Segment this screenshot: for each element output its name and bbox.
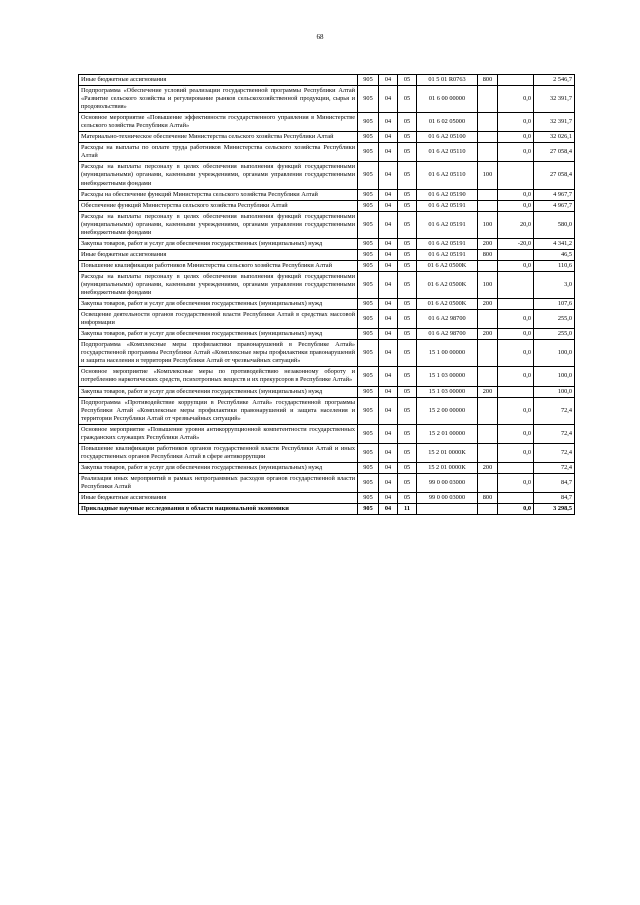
expense-type-code — [478, 504, 498, 515]
expense-type-code: 800 — [478, 75, 498, 86]
row-name: Основное мероприятие «Комплексные меры по противодействию незаконному обороту и потреблению наркотических средств, психотропных веществ и их прекурсоров в Республике Алтай» — [79, 367, 358, 386]
target-article-code: 01 6 A2 05191 — [417, 249, 478, 260]
target-article-code: 01 5 01 R0763 — [417, 75, 478, 86]
row-name: Иные бюджетные ассигнования — [79, 75, 358, 86]
expense-type-code: 100 — [478, 271, 498, 298]
expense-type-code — [478, 113, 498, 132]
target-article-code: 15 2 00 00000 — [417, 397, 478, 424]
target-article-code: 15 2 01 0000K — [417, 462, 478, 473]
row-name: Подпрограмма «Обеспечение условий реализации государственной программы Республики Алтай «Развитие сельского хозяйства и регулирование рынков сельскохозяйственной продукции, сырья и продовольствия» — [79, 86, 358, 113]
change-amount: -20,0 — [498, 238, 534, 249]
ministry-code: 905 — [358, 493, 379, 504]
change-amount — [498, 271, 534, 298]
target-article-code: 01 6 A2 05100 — [417, 132, 478, 143]
subsection-code: 05 — [398, 329, 417, 340]
total-amount: 4 967,7 — [534, 200, 575, 211]
total-amount: 84,7 — [534, 473, 575, 492]
section-code: 04 — [379, 238, 398, 249]
target-article-code: 01 6 A2 05110 — [417, 143, 478, 162]
table-row — [79, 75, 575, 86]
section-code: 04 — [379, 189, 398, 200]
subsection-code: 05 — [398, 200, 417, 211]
section-code: 04 — [379, 443, 398, 462]
expense-type-code: 100 — [478, 162, 498, 189]
expense-type-code — [478, 443, 498, 462]
change-amount: 0,0 — [498, 443, 534, 462]
change-amount: 0,0 — [498, 132, 534, 143]
row-name: Материально-техническое обеспечение Министерства сельского хозяйства Республики Алтай — [79, 132, 358, 143]
change-amount — [498, 75, 534, 86]
section-code: 04 — [379, 86, 398, 113]
ministry-code: 905 — [358, 271, 379, 298]
table-row — [79, 299, 575, 310]
subsection-code: 05 — [398, 424, 417, 443]
section-code: 04 — [379, 367, 398, 386]
row-name: Основное мероприятие «Повышение эффективности государственного управления в Министерстве сельского хозяйства Республики Алтай» — [79, 113, 358, 132]
ministry-code: 905 — [358, 397, 379, 424]
row-name: Расходы на выплаты по оплате труда работников Министерства сельского хозяйства Республики Алтай — [79, 143, 358, 162]
table-row — [79, 329, 575, 340]
total-amount: 72,4 — [534, 424, 575, 443]
change-amount: 0,0 — [498, 504, 534, 515]
total-amount: 27 058,4 — [534, 162, 575, 189]
subsection-code: 05 — [398, 340, 417, 367]
table-row — [79, 249, 575, 260]
change-amount: 0,0 — [498, 143, 534, 162]
page-number: 68 — [316, 33, 324, 41]
change-amount: 0,0 — [498, 424, 534, 443]
change-amount: 0,0 — [498, 86, 534, 113]
change-amount: 0,0 — [498, 340, 534, 367]
table-row — [79, 424, 575, 443]
row-name: Расходы на обеспечение функций Министерства сельского хозяйства Республики Алтай — [79, 189, 358, 200]
ministry-code: 905 — [358, 75, 379, 86]
expense-type-code: 200 — [478, 462, 498, 473]
target-article-code — [417, 504, 478, 515]
change-amount: 20,0 — [498, 211, 534, 238]
target-article-code: 01 6 A2 05191 — [417, 238, 478, 249]
target-article-code: 15 1 03 00000 — [417, 386, 478, 397]
row-name: Закупка товаров, работ и услуг для обеспечения государственных (муниципальных) нужд — [79, 386, 358, 397]
target-article-code: 01 6 A2 05191 — [417, 200, 478, 211]
section-code: 04 — [379, 143, 398, 162]
total-amount: 3,0 — [534, 271, 575, 298]
total-amount: 107,6 — [534, 299, 575, 310]
subsection-code: 05 — [398, 249, 417, 260]
change-amount: 0,0 — [498, 367, 534, 386]
total-amount: 72,4 — [534, 462, 575, 473]
total-amount: 32 391,7 — [534, 113, 575, 132]
subsection-code: 05 — [398, 113, 417, 132]
ministry-code: 905 — [358, 238, 379, 249]
subsection-code: 05 — [398, 189, 417, 200]
table-row — [79, 86, 575, 113]
expense-type-code — [478, 132, 498, 143]
subsection-code: 05 — [398, 162, 417, 189]
change-amount: 0,0 — [498, 397, 534, 424]
table-row — [79, 238, 575, 249]
budget-table — [78, 74, 575, 515]
row-name: Подпрограмма «Противодействие коррупции в Республике Алтай» государственной программы Республики Алтай «Комплексные меры профилактики правонарушений и защита населения и территории Республики Алтай от чрезвычайных ситуаций» — [79, 397, 358, 424]
expense-type-code: 200 — [478, 299, 498, 310]
expense-type-code: 200 — [478, 238, 498, 249]
target-article-code: 01 6 A2 0500K — [417, 299, 478, 310]
row-name: Освещение деятельности органов государственной власти Республики Алтай в средствах массовой информации — [79, 310, 358, 329]
row-name: Расходы на выплаты персоналу в целях обеспечения выполнения функций государственными (муниципальными) органами, казенными учреждениями, органами управления государственными внебюджетными фондами — [79, 162, 358, 189]
target-article-code: 15 1 00 00000 — [417, 340, 478, 367]
row-name: Расходы на выплаты персоналу в целях обеспечения выполнения функций государственными (муниципальными) органами, казенными учреждениями, органами управления государственными внебюджетными фондами — [79, 271, 358, 298]
target-article-code: 99 0 00 03000 — [417, 473, 478, 492]
total-amount: 4 341,2 — [534, 238, 575, 249]
table-row — [79, 211, 575, 238]
subsection-code: 05 — [398, 386, 417, 397]
change-amount: 0,0 — [498, 200, 534, 211]
row-name: Подпрограмма «Комплексные меры профилактики правонарушений в Республике Алтай» государственной программы Республики Алтай «Комплексные меры профилактики правонарушений и защита населения и территории Республики Алтай от чрезвычайных ситуаций» — [79, 340, 358, 367]
subsection-code: 05 — [398, 211, 417, 238]
table-row — [79, 113, 575, 132]
row-name: Основное мероприятие «Повышение уровня антикоррупционной компетентности государственных гражданских служащих Республики Алтай» — [79, 424, 358, 443]
expense-type-code — [478, 86, 498, 113]
subsection-code: 05 — [398, 86, 417, 113]
table-row — [79, 260, 575, 271]
subsection-code: 05 — [398, 238, 417, 249]
target-article-code: 01 6 A2 05191 — [417, 211, 478, 238]
expense-type-code — [478, 260, 498, 271]
target-article-code: 99 0 00 03000 — [417, 493, 478, 504]
section-code: 04 — [379, 271, 398, 298]
subsection-code: 05 — [398, 271, 417, 298]
subsection-code: 05 — [398, 367, 417, 386]
ministry-code: 905 — [358, 340, 379, 367]
target-article-code: 15 2 01 00000 — [417, 424, 478, 443]
section-code: 04 — [379, 113, 398, 132]
section-code: 04 — [379, 260, 398, 271]
ministry-code: 905 — [358, 367, 379, 386]
target-article-code: 01 6 A2 0500K — [417, 271, 478, 298]
ministry-code: 905 — [358, 200, 379, 211]
ministry-code: 905 — [358, 504, 379, 515]
table-row — [79, 340, 575, 367]
change-amount — [498, 386, 534, 397]
expense-type-code — [478, 143, 498, 162]
target-article-code: 01 6 A2 98700 — [417, 329, 478, 340]
target-article-code: 01 6 A2 0500K — [417, 260, 478, 271]
subsection-code: 05 — [398, 473, 417, 492]
section-code: 04 — [379, 340, 398, 367]
target-article-code: 15 1 03 00000 — [417, 367, 478, 386]
section-code: 04 — [379, 424, 398, 443]
target-article-code: 01 6 02 05000 — [417, 113, 478, 132]
table-row — [79, 189, 575, 200]
table-row — [79, 397, 575, 424]
row-name: Повышение квалификации работников Министерства сельского хозяйства Республики Алтай — [79, 260, 358, 271]
row-name: Закупка товаров, работ и услуг для обеспечения государственных (муниципальных) нужд — [79, 329, 358, 340]
total-amount: 580,0 — [534, 211, 575, 238]
ministry-code: 905 — [358, 113, 379, 132]
ministry-code: 905 — [358, 260, 379, 271]
total-amount: 2 546,7 — [534, 75, 575, 86]
subsection-code: 05 — [398, 299, 417, 310]
change-amount: 0,0 — [498, 189, 534, 200]
target-article-code: 01 6 00 00000 — [417, 86, 478, 113]
change-amount: 0,0 — [498, 329, 534, 340]
subsection-code: 05 — [398, 143, 417, 162]
ministry-code: 905 — [358, 443, 379, 462]
expense-type-code: 800 — [478, 493, 498, 504]
subsection-code: 05 — [398, 310, 417, 329]
ministry-code: 905 — [358, 143, 379, 162]
table-row — [79, 143, 575, 162]
expense-type-code — [478, 310, 498, 329]
row-name: Иные бюджетные ассигнования — [79, 493, 358, 504]
table-row — [79, 367, 575, 386]
change-amount: 0,0 — [498, 113, 534, 132]
table-row — [79, 443, 575, 462]
row-name: Закупка товаров, работ и услуг для обеспечения государственных (муниципальных) нужд — [79, 462, 358, 473]
subsection-code: 05 — [398, 75, 417, 86]
section-code: 04 — [379, 75, 398, 86]
change-amount — [498, 162, 534, 189]
row-name: Закупка товаров, работ и услуг для обеспечения государственных (муниципальных) нужд — [79, 299, 358, 310]
total-amount: 100,0 — [534, 386, 575, 397]
ministry-code: 905 — [358, 211, 379, 238]
expense-type-code — [478, 340, 498, 367]
total-amount: 100,0 — [534, 340, 575, 367]
section-code: 04 — [379, 249, 398, 260]
ministry-code: 905 — [358, 132, 379, 143]
ministry-code: 905 — [358, 329, 379, 340]
ministry-code: 905 — [358, 86, 379, 113]
total-amount: 3 298,5 — [534, 504, 575, 515]
total-amount: 84,7 — [534, 493, 575, 504]
section-code: 04 — [379, 386, 398, 397]
ministry-code: 905 — [358, 310, 379, 329]
total-amount: 27 058,4 — [534, 143, 575, 162]
section-code: 04 — [379, 397, 398, 424]
expense-type-code: 800 — [478, 249, 498, 260]
total-amount: 32 391,7 — [534, 86, 575, 113]
section-code: 04 — [379, 200, 398, 211]
row-name: Иные бюджетные ассигнования — [79, 249, 358, 260]
row-name: Прикладные научные исследования в области национальной экономики — [79, 504, 358, 515]
expense-type-code — [478, 473, 498, 492]
change-amount — [498, 299, 534, 310]
section-code: 04 — [379, 473, 398, 492]
table-row — [79, 386, 575, 397]
total-amount: 32 026,1 — [534, 132, 575, 143]
section-code: 04 — [379, 329, 398, 340]
target-article-code: 15 2 01 0000K — [417, 443, 478, 462]
table-row — [79, 200, 575, 211]
table-row — [79, 462, 575, 473]
change-amount — [498, 249, 534, 260]
subsection-code: 11 — [398, 504, 417, 515]
subsection-code: 05 — [398, 260, 417, 271]
total-amount: 255,0 — [534, 310, 575, 329]
table-row — [79, 132, 575, 143]
subsection-code: 05 — [398, 397, 417, 424]
total-amount: 72,4 — [534, 443, 575, 462]
section-code: 04 — [379, 211, 398, 238]
section-code: 04 — [379, 462, 398, 473]
section-code: 04 — [379, 493, 398, 504]
total-amount: 255,0 — [534, 329, 575, 340]
table-row — [79, 271, 575, 298]
table-row — [79, 504, 575, 515]
expense-type-code — [478, 189, 498, 200]
expense-type-code — [478, 424, 498, 443]
section-code: 04 — [379, 310, 398, 329]
row-name: Закупка товаров, работ и услуг для обеспечения государственных (муниципальных) нужд — [79, 238, 358, 249]
target-article-code: 01 6 A2 05110 — [417, 162, 478, 189]
row-name: Повышение квалификации работников органов государственной власти Республики Алтай и иных государственных органов Республики Алтай в сфере антикоррупции — [79, 443, 358, 462]
table-row — [79, 162, 575, 189]
ministry-code: 905 — [358, 189, 379, 200]
expense-type-code — [478, 200, 498, 211]
row-name: Обеспечение функций Министерства сельского хозяйства Республики Алтай — [79, 200, 358, 211]
ministry-code: 905 — [358, 462, 379, 473]
subsection-code: 05 — [398, 462, 417, 473]
section-code: 04 — [379, 299, 398, 310]
total-amount: 72,4 — [534, 397, 575, 424]
subsection-code: 05 — [398, 443, 417, 462]
expense-type-code — [478, 367, 498, 386]
total-amount: 4 967,7 — [534, 189, 575, 200]
row-name: Расходы на выплаты персоналу в целях обеспечения выполнения функций государственными (муниципальными) органами, казенными учреждениями, органами управления государственными внебюджетными фондами — [79, 211, 358, 238]
total-amount: 46,5 — [534, 249, 575, 260]
expense-type-code: 200 — [478, 329, 498, 340]
target-article-code: 01 6 A2 05190 — [417, 189, 478, 200]
expense-type-code: 100 — [478, 211, 498, 238]
ministry-code: 905 — [358, 386, 379, 397]
change-amount — [498, 493, 534, 504]
subsection-code: 05 — [398, 493, 417, 504]
ministry-code: 905 — [358, 473, 379, 492]
ministry-code: 905 — [358, 249, 379, 260]
change-amount: 0,0 — [498, 473, 534, 492]
expense-type-code — [478, 397, 498, 424]
target-article-code: 01 6 A2 98700 — [417, 310, 478, 329]
expense-type-code: 200 — [478, 386, 498, 397]
subsection-code: 05 — [398, 132, 417, 143]
table-row — [79, 310, 575, 329]
section-code: 04 — [379, 162, 398, 189]
ministry-code: 905 — [358, 162, 379, 189]
total-amount: 110,6 — [534, 260, 575, 271]
row-name: Реализация иных мероприятий в рамках непрограммных расходов органов государственной власти Республики Алтай — [79, 473, 358, 492]
ministry-code: 905 — [358, 299, 379, 310]
table-row — [79, 493, 575, 504]
section-code: 04 — [379, 132, 398, 143]
table-row — [79, 473, 575, 492]
change-amount — [498, 462, 534, 473]
section-code: 04 — [379, 504, 398, 515]
change-amount: 0,0 — [498, 260, 534, 271]
ministry-code: 905 — [358, 424, 379, 443]
total-amount: 100,0 — [534, 367, 575, 386]
change-amount: 0,0 — [498, 310, 534, 329]
